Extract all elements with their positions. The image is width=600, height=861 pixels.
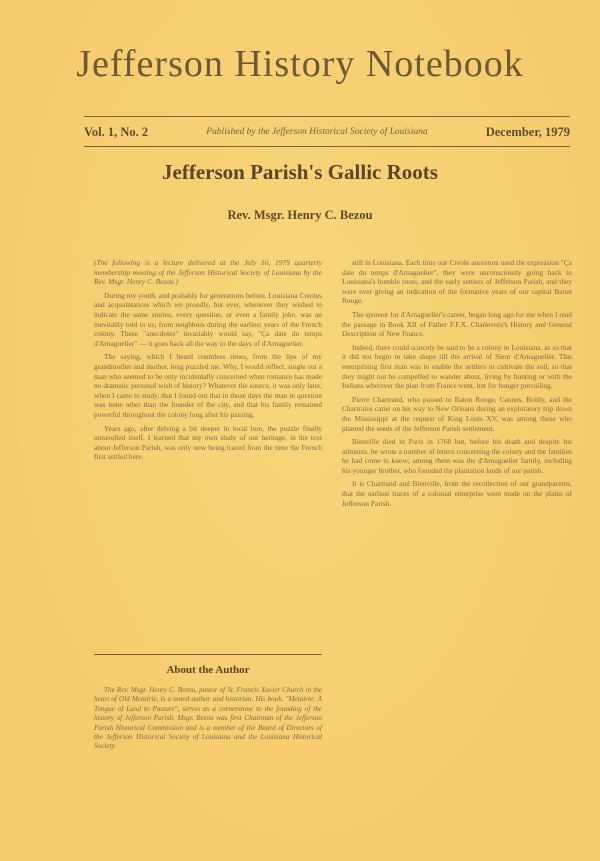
body-paragraph: Pierre Chartrand, who passed to Baton Rouge, Cannes, Boilly, and the Chartrains came on his way to New Orleans during an exploratory trip down the Mississippi at the request of King Louis XV, was among those who planted the seeds of the Jefferson Parish settlement. (342, 394, 572, 433)
intro-paragraph: (The following is a lecture delivered at the July 16, 1979 quarterly membership meeting of the Jefferson Historical Society of Louisiana by the Rev. Msgr. Henry C. Bezou.) (94, 258, 322, 287)
body-paragraph: The sponsor for d'Arnaguelier's career, began long ago for me when I read the passage in Book XII of Father F.F.X. Charlevoix's History and General Description of New France. (342, 309, 572, 339)
body-paragraph: During my youth, and probably for generations before, Louisiana Creoles and acquaintances which we proudly, but ever, whenever they wished to indicate the same stories, every question, or even a family joke, was an inevitably told to us; from neighbors during the earliest years of the French colony. These "anecdotes" invariably would say, "Ça date du temps d'Arnaguelier" — it goes back all the way to the days of d'Arnaguelier. (94, 290, 322, 348)
issue-publisher: Published by the Jefferson Historical Society of Louisiana (206, 127, 428, 137)
header-rule-bottom (84, 146, 570, 147)
masthead-title: Jefferson History Notebook (76, 43, 524, 85)
left-column (94, 258, 322, 466)
body-paragraph: Years ago, after delving a bit deeper in local lore, the puzzle finally unravelled itself. I learned that my own study of our heritage, in the text about Jefferson Parish, was only now being traced from the time the French first settled here. (94, 423, 322, 462)
issue-date: December, 1979 (485, 124, 570, 139)
article-author: Rev. Msgr. Henry C. Bezou (227, 208, 373, 222)
body-paragraph: Bienville died in Paris in 1768 but, before his death and despite his ailments, he wrote a number of letters concerning the colony and the families he had come to know; among them was the d'Arnaguelier family, including his younger brother, who founded the plantation lands of our parish. (342, 437, 572, 475)
body-paragraph: The saying, which I heard countless times, from the lips of my grandmother and mother, long puzzled me. Why, I would reflect, single out a man who seemed to be only incidentally concerned when romance has made no dramatic personal wish of history? Whatever the source, it was only later, when I came to study, that I found out that in those days the man in question was none other than the founder of the city, and that his family remained powerful throughout the colony long after his passing. (94, 352, 322, 419)
about-text: The Rev. Msgr. Henry C. Bezou, pastor of St. Francis Xavier Church in the heart of Old Metairie, is a noted author and historian. His book, "Metairie: A Tongue of Land to Pasture", serves as a cornerstone to the founding of the history of Jefferson Parish. Msgr. Bezou was first Chairman of the Jefferson Parish Historical Commission and is a member of the Board of Directors of the Jefferson Historical Society of Louisiana and the Louisiana Historical Society. (94, 686, 322, 751)
about-divider (94, 654, 322, 655)
body-paragraph: still in Louisiana. Each time our Creole ancestors used the expression "Ça date du temps d'Arnaguelier", they were unconsciously going back to Louisiana's humble roots, and the early settlers of Jefferson Parish, and they were ever giving an indication of the formative years of our capital Baton Rouge. (342, 258, 572, 306)
right-column (342, 258, 572, 512)
about-heading: About the Author (166, 664, 250, 676)
body-paragraph: Indeed, there could scarcely be said to be a colony in Louisiana, as so that it did not begin to take shape till the arrival of Sieur d'Arnaguelier. This enterprising first man was to enable the settlers to cultivate the soil, so that they might not be compelled to wander about, living by hunting or with the Indians wherever the plan from France went, but for hunger prevailing. (342, 342, 572, 391)
issue-bar (84, 122, 570, 142)
issue-volume: Vol. 1, No. 2 (84, 124, 149, 139)
body-paragraph: It is Chartrand and Bienville, from the recollection of our grandparents, that the earliest traces of a colonial enterprise were made on the plains of Jefferson Parish. (342, 479, 572, 508)
article-title: Jefferson Parish's Gallic Roots (162, 160, 438, 184)
header-rule-top (84, 116, 570, 117)
